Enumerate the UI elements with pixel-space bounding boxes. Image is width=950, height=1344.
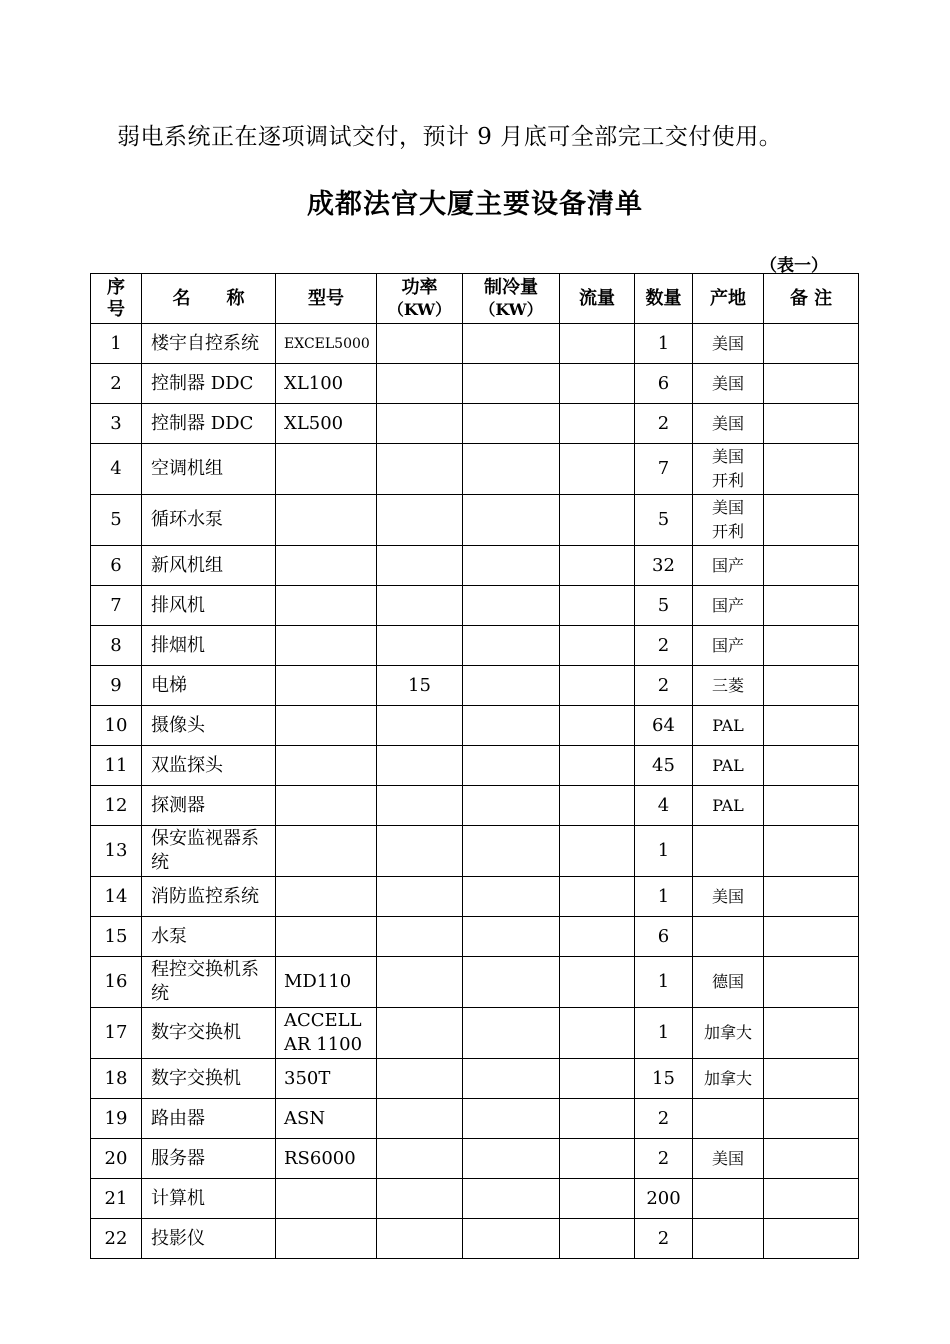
header-power-line1: 功率 — [401, 276, 438, 298]
table-row — [91, 917, 859, 957]
cell-remark — [764, 746, 859, 786]
cell-origin: 国产 — [693, 586, 764, 626]
cell-name: 投影仪 — [142, 1219, 276, 1259]
cell-quantity: 1 — [635, 826, 693, 877]
cell-name: 空调机组 — [142, 444, 276, 495]
cell-model — [276, 495, 377, 546]
cell-remark — [764, 1059, 859, 1099]
cell-origin — [693, 444, 764, 495]
header-index-line2: 号 — [107, 298, 125, 320]
cell-remark — [764, 364, 859, 404]
cell-flow — [560, 826, 635, 877]
cell-model — [276, 706, 377, 746]
header-cooling-line1: 制冷量 — [484, 276, 538, 298]
cell-flow — [560, 1179, 635, 1219]
cell-remark — [764, 546, 859, 586]
cell-flow — [560, 586, 635, 626]
cell-flow — [560, 746, 635, 786]
equipment-table — [90, 273, 859, 1259]
cell-name: 双监探头 — [142, 746, 276, 786]
cell-quantity: 2 — [635, 626, 693, 666]
cell-cooling — [463, 495, 560, 546]
cell-name: 控制器 DDC — [142, 364, 276, 404]
cell-power — [377, 826, 463, 877]
table-row — [91, 404, 859, 444]
cell-remark — [764, 826, 859, 877]
table-row — [91, 626, 859, 666]
cell-name-line1: 程控交换机系 — [151, 959, 259, 980]
cell-quantity: 2 — [635, 1139, 693, 1179]
cell-flow — [560, 1099, 635, 1139]
cell-remark — [764, 444, 859, 495]
cell-quantity: 64 — [635, 706, 693, 746]
cell-remark — [764, 877, 859, 917]
cell-model — [276, 546, 377, 586]
cell-name: 排烟机 — [142, 626, 276, 666]
cell-index: 2 — [91, 364, 142, 404]
cell-origin: 美国 — [693, 404, 764, 444]
cell-quantity: 15 — [635, 1059, 693, 1099]
cell-flow — [560, 1059, 635, 1099]
cell-index: 14 — [91, 877, 142, 917]
cell-origin-line1: 美国 — [711, 447, 744, 466]
cell-model-line2: AR 1100 — [284, 1034, 363, 1055]
cell-name: 路由器 — [142, 1099, 276, 1139]
cell-name: 探测器 — [142, 786, 276, 826]
cell-cooling — [463, 444, 560, 495]
cell-cooling — [463, 957, 560, 1008]
table-row — [91, 1008, 859, 1059]
cell-index: 20 — [91, 1139, 142, 1179]
cell-index: 4 — [91, 444, 142, 495]
cell-index: 15 — [91, 917, 142, 957]
cell-quantity: 200 — [635, 1179, 693, 1219]
cell-cooling — [463, 364, 560, 404]
table-row — [91, 586, 859, 626]
cell-quantity: 6 — [635, 364, 693, 404]
cell-model: XL100 — [276, 364, 377, 404]
cell-model — [276, 666, 377, 706]
cell-cooling — [463, 324, 560, 364]
table-row — [91, 495, 859, 546]
table-row — [91, 546, 859, 586]
header-index — [91, 274, 142, 324]
cell-origin: PAL — [693, 746, 764, 786]
cell-flow — [560, 546, 635, 586]
cell-power — [377, 1008, 463, 1059]
cell-power — [377, 746, 463, 786]
cell-origin: 三菱 — [693, 666, 764, 706]
cell-name: 新风机组 — [142, 546, 276, 586]
cell-power — [377, 586, 463, 626]
cell-cooling — [463, 546, 560, 586]
cell-model — [276, 1008, 377, 1059]
cell-remark — [764, 324, 859, 364]
cell-index: 18 — [91, 1059, 142, 1099]
cell-model: XL500 — [276, 404, 377, 444]
cell-power — [377, 546, 463, 586]
cell-remark — [764, 1139, 859, 1179]
cell-remark — [764, 495, 859, 546]
cell-index: 22 — [91, 1219, 142, 1259]
cell-remark — [764, 786, 859, 826]
header-cooling-line2: （KW） — [479, 299, 543, 319]
cell-quantity: 4 — [635, 786, 693, 826]
cell-cooling — [463, 1219, 560, 1259]
cell-model — [276, 746, 377, 786]
cell-flow — [560, 626, 635, 666]
cell-cooling — [463, 1099, 560, 1139]
cell-index: 13 — [91, 826, 142, 877]
cell-name-line1: 保安监视器系 — [151, 828, 259, 849]
cell-flow — [560, 917, 635, 957]
cell-index: 11 — [91, 746, 142, 786]
cell-name-line2: 统 — [151, 852, 169, 873]
cell-origin: 美国 — [693, 324, 764, 364]
cell-flow — [560, 1139, 635, 1179]
cell-power — [377, 1219, 463, 1259]
cell-quantity: 6 — [635, 917, 693, 957]
header-index-line1: 序 — [107, 276, 125, 298]
cell-remark — [764, 404, 859, 444]
table-row — [91, 1099, 859, 1139]
header-origin: 产地 — [693, 274, 764, 324]
cell-origin — [693, 1099, 764, 1139]
cell-name: 服务器 — [142, 1139, 276, 1179]
cell-name: 循环水泵 — [142, 495, 276, 546]
cell-remark — [764, 1099, 859, 1139]
cell-remark — [764, 917, 859, 957]
cell-name: 计算机 — [142, 1179, 276, 1219]
header-name: 名 称 — [142, 274, 276, 324]
cell-cooling — [463, 1179, 560, 1219]
cell-origin: 美国 — [693, 1139, 764, 1179]
table-row — [91, 826, 859, 877]
cell-index: 7 — [91, 586, 142, 626]
cell-name: 摄像头 — [142, 706, 276, 746]
cell-power — [377, 626, 463, 666]
intro-paragraph: 弱电系统正在逐项调试交付，预计 9 月底可全部完工交付使用。 — [117, 124, 783, 150]
cell-quantity: 1 — [635, 957, 693, 1008]
table-row — [91, 364, 859, 404]
cell-name: 数字交换机 — [142, 1008, 276, 1059]
cell-power: 15 — [377, 666, 463, 706]
cell-quantity: 7 — [635, 444, 693, 495]
cell-power — [377, 364, 463, 404]
cell-quantity: 5 — [635, 586, 693, 626]
cell-name-line2: 统 — [151, 983, 169, 1004]
cell-flow — [560, 1219, 635, 1259]
cell-remark — [764, 1179, 859, 1219]
header-remark: 备 注 — [764, 274, 859, 324]
table-row — [91, 877, 859, 917]
header-quantity: 数量 — [635, 274, 693, 324]
cell-quantity: 5 — [635, 495, 693, 546]
cell-power — [377, 957, 463, 1008]
cell-origin-line2: 开利 — [711, 471, 744, 490]
cell-index: 12 — [91, 786, 142, 826]
table-row — [91, 666, 859, 706]
cell-remark — [764, 586, 859, 626]
cell-power — [377, 1139, 463, 1179]
table-row — [91, 324, 859, 364]
table-row — [91, 444, 859, 495]
table-row — [91, 1139, 859, 1179]
cell-cooling — [463, 786, 560, 826]
cell-name: 排风机 — [142, 586, 276, 626]
cell-model — [276, 917, 377, 957]
cell-remark — [764, 1008, 859, 1059]
cell-origin: 国产 — [693, 626, 764, 666]
cell-index: 17 — [91, 1008, 142, 1059]
cell-remark — [764, 1219, 859, 1259]
cell-name: 电梯 — [142, 666, 276, 706]
cell-origin — [693, 826, 764, 877]
cell-power — [377, 917, 463, 957]
cell-cooling — [463, 586, 560, 626]
cell-index: 9 — [91, 666, 142, 706]
cell-origin — [693, 1219, 764, 1259]
cell-name: 消防监控系统 — [142, 877, 276, 917]
table-number-label: （表一） — [760, 256, 828, 276]
cell-model — [276, 1179, 377, 1219]
cell-origin: 加拿大 — [693, 1059, 764, 1099]
cell-power — [377, 1099, 463, 1139]
table-row — [91, 786, 859, 826]
cell-quantity: 32 — [635, 546, 693, 586]
cell-index: 1 — [91, 324, 142, 364]
cell-power — [377, 706, 463, 746]
cell-model: EXCEL5000 — [276, 324, 377, 364]
cell-cooling — [463, 1139, 560, 1179]
cell-quantity: 2 — [635, 404, 693, 444]
cell-name — [142, 957, 276, 1008]
cell-power — [377, 786, 463, 826]
cell-remark — [764, 957, 859, 1008]
cell-model — [276, 444, 377, 495]
header-power — [377, 274, 463, 324]
table-row — [91, 1219, 859, 1259]
cell-flow — [560, 957, 635, 1008]
cell-power — [377, 444, 463, 495]
cell-index: 8 — [91, 626, 142, 666]
cell-model — [276, 626, 377, 666]
cell-model: MD110 — [276, 957, 377, 1008]
cell-power — [377, 495, 463, 546]
header-cooling — [463, 274, 560, 324]
cell-index: 21 — [91, 1179, 142, 1219]
cell-model: ASN — [276, 1099, 377, 1139]
cell-model — [276, 586, 377, 626]
cell-power — [377, 404, 463, 444]
table-row — [91, 1179, 859, 1219]
table-row — [91, 706, 859, 746]
cell-remark — [764, 666, 859, 706]
cell-origin — [693, 1179, 764, 1219]
table-row — [91, 1059, 859, 1099]
cell-name: 楼宇自控系统 — [142, 324, 276, 364]
cell-model — [276, 877, 377, 917]
cell-origin: 加拿大 — [693, 1008, 764, 1059]
cell-origin — [693, 917, 764, 957]
cell-cooling — [463, 877, 560, 917]
table-body — [91, 324, 859, 1259]
cell-quantity: 45 — [635, 746, 693, 786]
cell-flow — [560, 324, 635, 364]
cell-cooling — [463, 404, 560, 444]
cell-origin: 美国 — [693, 364, 764, 404]
cell-cooling — [463, 1008, 560, 1059]
cell-flow — [560, 364, 635, 404]
cell-flow — [560, 877, 635, 917]
cell-origin: 德国 — [693, 957, 764, 1008]
cell-cooling — [463, 626, 560, 666]
cell-flow — [560, 444, 635, 495]
cell-name: 数字交换机 — [142, 1059, 276, 1099]
cell-flow — [560, 666, 635, 706]
cell-quantity: 2 — [635, 1219, 693, 1259]
cell-origin: PAL — [693, 786, 764, 826]
cell-power — [377, 324, 463, 364]
cell-cooling — [463, 1059, 560, 1099]
cell-index: 5 — [91, 495, 142, 546]
cell-origin — [693, 495, 764, 546]
cell-power — [377, 1059, 463, 1099]
cell-origin-line2: 开利 — [711, 522, 744, 541]
cell-power — [377, 1179, 463, 1219]
cell-index: 16 — [91, 957, 142, 1008]
cell-origin: 国产 — [693, 546, 764, 586]
cell-flow — [560, 1008, 635, 1059]
cell-quantity: 2 — [635, 1099, 693, 1139]
cell-cooling — [463, 746, 560, 786]
cell-model — [276, 826, 377, 877]
header-model: 型号 — [276, 274, 377, 324]
cell-model-line1: ACCELL — [284, 1010, 362, 1031]
cell-origin-line1: 美国 — [711, 498, 744, 517]
cell-model: RS6000 — [276, 1139, 377, 1179]
cell-cooling — [463, 826, 560, 877]
cell-quantity: 1 — [635, 324, 693, 364]
cell-cooling — [463, 706, 560, 746]
cell-name: 控制器 DDC — [142, 404, 276, 444]
cell-index: 19 — [91, 1099, 142, 1139]
cell-remark — [764, 706, 859, 746]
cell-flow — [560, 706, 635, 746]
cell-flow — [560, 404, 635, 444]
cell-name: 水泵 — [142, 917, 276, 957]
cell-power — [377, 877, 463, 917]
cell-index: 3 — [91, 404, 142, 444]
cell-cooling — [463, 666, 560, 706]
cell-cooling — [463, 917, 560, 957]
cell-flow — [560, 495, 635, 546]
header-power-line2: （KW） — [387, 299, 452, 319]
cell-quantity: 1 — [635, 877, 693, 917]
cell-name — [142, 826, 276, 877]
table-header-row — [91, 274, 859, 324]
table-row — [91, 957, 859, 1008]
cell-origin: 美国 — [693, 877, 764, 917]
cell-origin: PAL — [693, 706, 764, 746]
table-row — [91, 746, 859, 786]
cell-quantity: 1 — [635, 1008, 693, 1059]
document-title: 成都法官大厦主要设备清单 — [307, 189, 643, 220]
cell-remark — [764, 626, 859, 666]
cell-flow — [560, 786, 635, 826]
cell-index: 6 — [91, 546, 142, 586]
header-flow: 流量 — [560, 274, 635, 324]
cell-index: 10 — [91, 706, 142, 746]
cell-model — [276, 786, 377, 826]
cell-model — [276, 1219, 377, 1259]
cell-quantity: 2 — [635, 666, 693, 706]
cell-model: 350T — [276, 1059, 377, 1099]
